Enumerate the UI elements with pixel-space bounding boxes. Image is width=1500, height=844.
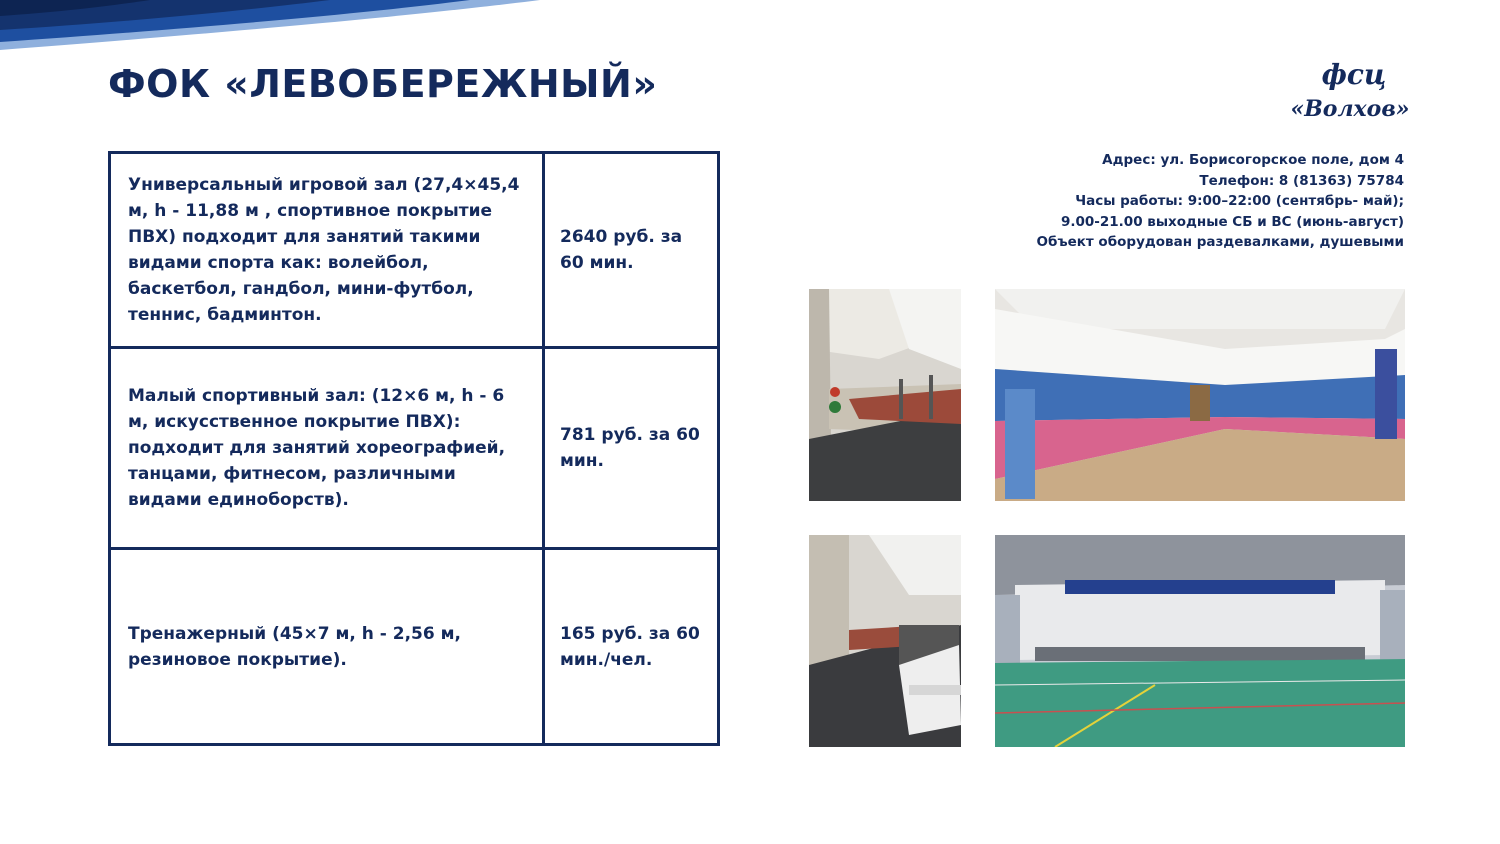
table-row — [110, 348, 719, 549]
hours-weekend-text: 9.00-21.00 выходные СБ и ВС (июнь-август) — [1060, 213, 1404, 230]
contact-info — [844, 150, 1404, 253]
hall-description: Тренажерный (45×7 м, h - 2,56 м, резиновое покрытие). — [110, 549, 544, 745]
gym-photo-2 — [809, 535, 961, 747]
hours-text: Часы работы: 9:00–22:00 (сентябрь- май); — [1075, 193, 1404, 209]
table-row — [110, 549, 719, 745]
amenities-text: Объект оборудован раздевалками, душевыми — [1036, 234, 1404, 250]
small-hall-photo — [995, 289, 1405, 501]
gym-photo-1 — [809, 289, 961, 501]
hall-price: 165 руб. за 60 мин./чел. — [544, 549, 719, 745]
price-table — [108, 151, 720, 746]
hall-description: Малый спортивный зал: (12×6 м, h - 6 м, искусственное покрытие ПВХ): подходит для занятий хореографией, танцами, фитнесом, различными видами единоборств). — [110, 348, 544, 549]
logo-line2: «Волхов» — [1290, 96, 1410, 122]
hall-description: Универсальный игровой зал (27,4×45,4 м, h - 11,88 м , спортивное покрытие ПВХ) подходит для занятий такими видами спорта как: волейбол, баскетбол, гандбол, мини-футбол, теннис, бадминтон. — [110, 153, 544, 348]
logo-line1: фсц — [1321, 58, 1387, 91]
page-title: ФОК «ЛЕВОБЕРЕЖНЫЙ» — [108, 62, 658, 106]
hall-price: 2640 руб. за 60 мин. — [544, 153, 719, 348]
header-swoosh-decoration — [0, 0, 540, 60]
table-row — [110, 153, 719, 348]
fsc-volkhov-logo — [1290, 56, 1410, 128]
address-text: Адрес: ул. Борисогорское поле, дом 4 — [1102, 152, 1404, 168]
phone-text: Телефон: 8 (81363) 75784 — [1199, 172, 1404, 189]
main-hall-photo — [995, 535, 1405, 747]
hall-price: 781 руб. за 60 мин. — [544, 348, 719, 549]
